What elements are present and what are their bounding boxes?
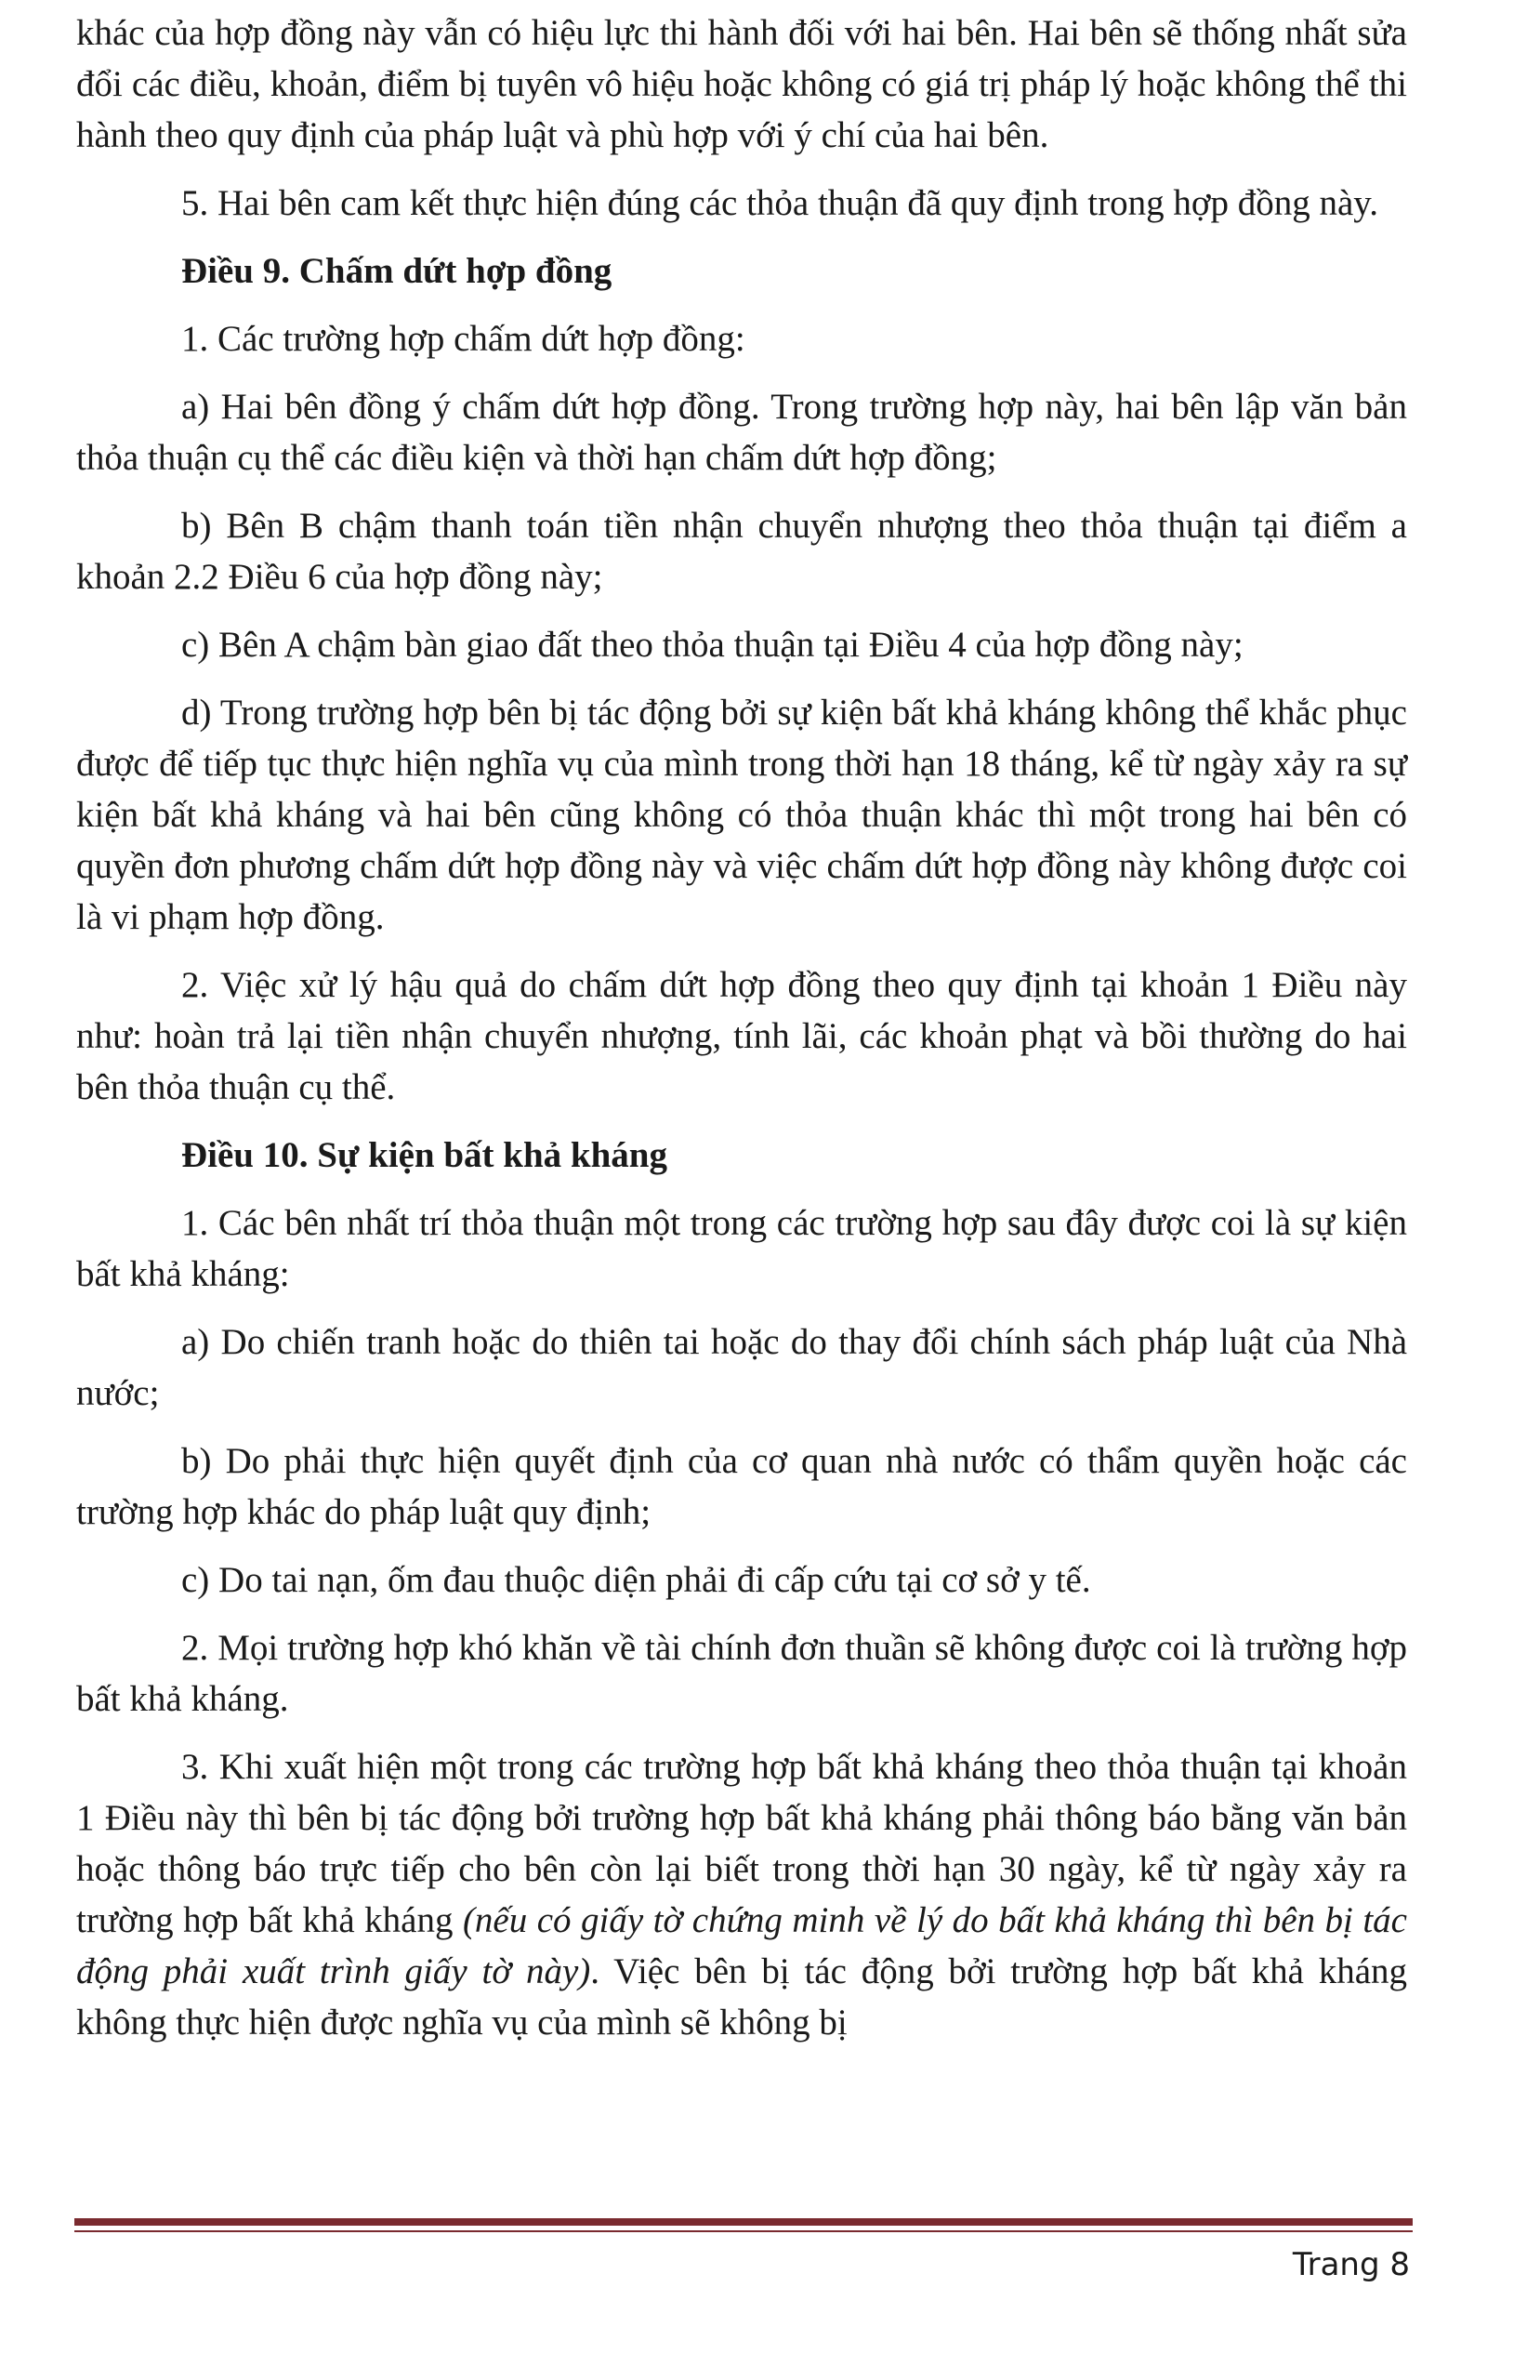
footer-rule-thick bbox=[74, 2218, 1413, 2226]
article-9-point-a: a) Hai bên đồng ý chấm dứt hợp đồng. Trong trường hợp này, hai bên lập văn bản thỏa thuận cụ thể các điều kiện và thời hạn chấm dứt hợp đồng; bbox=[76, 387, 1407, 478]
paragraph-clause-5: 5. Hai bên cam kết thực hiện đúng các thỏa thuận đã quy định trong hợp đồng này. bbox=[181, 183, 1378, 223]
article-9-heading: Điều 9. Chấm dứt hợp đồng bbox=[181, 251, 612, 291]
article-10-point-a: a) Do chiến tranh hoặc do thiên tai hoặc do thay đổi chính sách pháp luật của Nhà nước; bbox=[76, 1322, 1407, 1413]
article-9-point-b: b) Bên B chậm thanh toán tiền nhận chuyển nhượng theo thỏa thuận tại điểm a khoản 2.2 Điều 6 của hợp đồng này; bbox=[76, 506, 1407, 597]
clause-3-italic-note: (nếu có giấy tờ chứng minh về lý do bất khả kháng thì bên bị tác động phải xuất trình giấy tờ này) bbox=[76, 1900, 1407, 1991]
article-10-clause-3 bbox=[76, 1741, 1407, 2048]
article-9-point-d: d) Trong trường hợp bên bị tác động bởi sự kiện bất khả kháng không thể khắc phục được để tiếp tục thực hiện nghĩa vụ của mình trong thời hạn 18 tháng, kể từ ngày xảy ra sự kiện bất khả kháng và hai bên cũng không có thỏa thuận khác thì một trong hai bên có quyền đơn phương chấm dứt hợp đồng này và việc chấm dứt hợp đồng này không được coi là vi phạm hợp đồng. bbox=[76, 693, 1407, 937]
paragraph-continuation: khác của hợp đồng này vẫn có hiệu lực thi hành đối với hai bên. Hai bên sẽ thống nhất sửa đổi các điều, khoản, điểm bị tuyên vô hiệu hoặc không có giá trị pháp lý hoặc không thể thi hành theo quy định của pháp luật và phù hợp với ý chí của hai bên. bbox=[76, 13, 1407, 155]
article-9-clause-2: 2. Việc xử lý hậu quả do chấm dứt hợp đồng theo quy định tại khoản 1 Điều này như: hoàn trả lại tiền nhận chuyển nhượng, tính lãi, các khoản phạt và bồi thường do hai bên thỏa thuận cụ thể. bbox=[76, 965, 1407, 1107]
article-10-heading: Điều 10. Sự kiện bất khả kháng bbox=[181, 1135, 667, 1175]
article-10-clause-2: 2. Mọi trường hợp khó khăn về tài chính đơn thuần sẽ không được coi là trường hợp bất khả kháng. bbox=[76, 1628, 1407, 1719]
article-9-point-c: c) Bên A chậm bàn giao đất theo thỏa thuận tại Điều 4 của hợp đồng này; bbox=[181, 625, 1244, 665]
article-10-clause-1: 1. Các bên nhất trí thỏa thuận một trong các trường hợp sau đây được coi là sự kiện bất khả kháng: bbox=[76, 1203, 1407, 1294]
document-body bbox=[76, 7, 1407, 2065]
clause-3-text-start: 3. Khi xuất hiện một trong các trường hợp bất khả kháng theo thỏa thuận tại khoản 1 Điều này thì bên bị tác động bởi trường hợp bất khả kháng phải thông báo bằng văn bản hoặc thông báo trực tiếp cho bên còn lại biết trong thời hạn 30 ngày, kể từ ngày xảy ra trường hợp bất khả kháng bbox=[76, 1747, 1407, 1940]
page-number: Trang 8 bbox=[1292, 2246, 1410, 2283]
footer-rule-thin bbox=[74, 2230, 1413, 2232]
article-10-point-b: b) Do phải thực hiện quyết định của cơ quan nhà nước có thẩm quyền hoặc các trường hợp khác do pháp luật quy định; bbox=[76, 1441, 1407, 1532]
article-9-clause-1: 1. Các trường hợp chấm dứt hợp đồng: bbox=[181, 319, 745, 359]
article-10-point-c: c) Do tai nạn, ốm đau thuộc diện phải đi cấp cứu tại cơ sở y tế. bbox=[181, 1560, 1091, 1600]
clause-3-text-end: . Việc bên bị tác động bởi trường hợp bất khả kháng không thực hiện được nghĩa vụ của mình sẽ không bị bbox=[76, 1951, 1407, 2043]
